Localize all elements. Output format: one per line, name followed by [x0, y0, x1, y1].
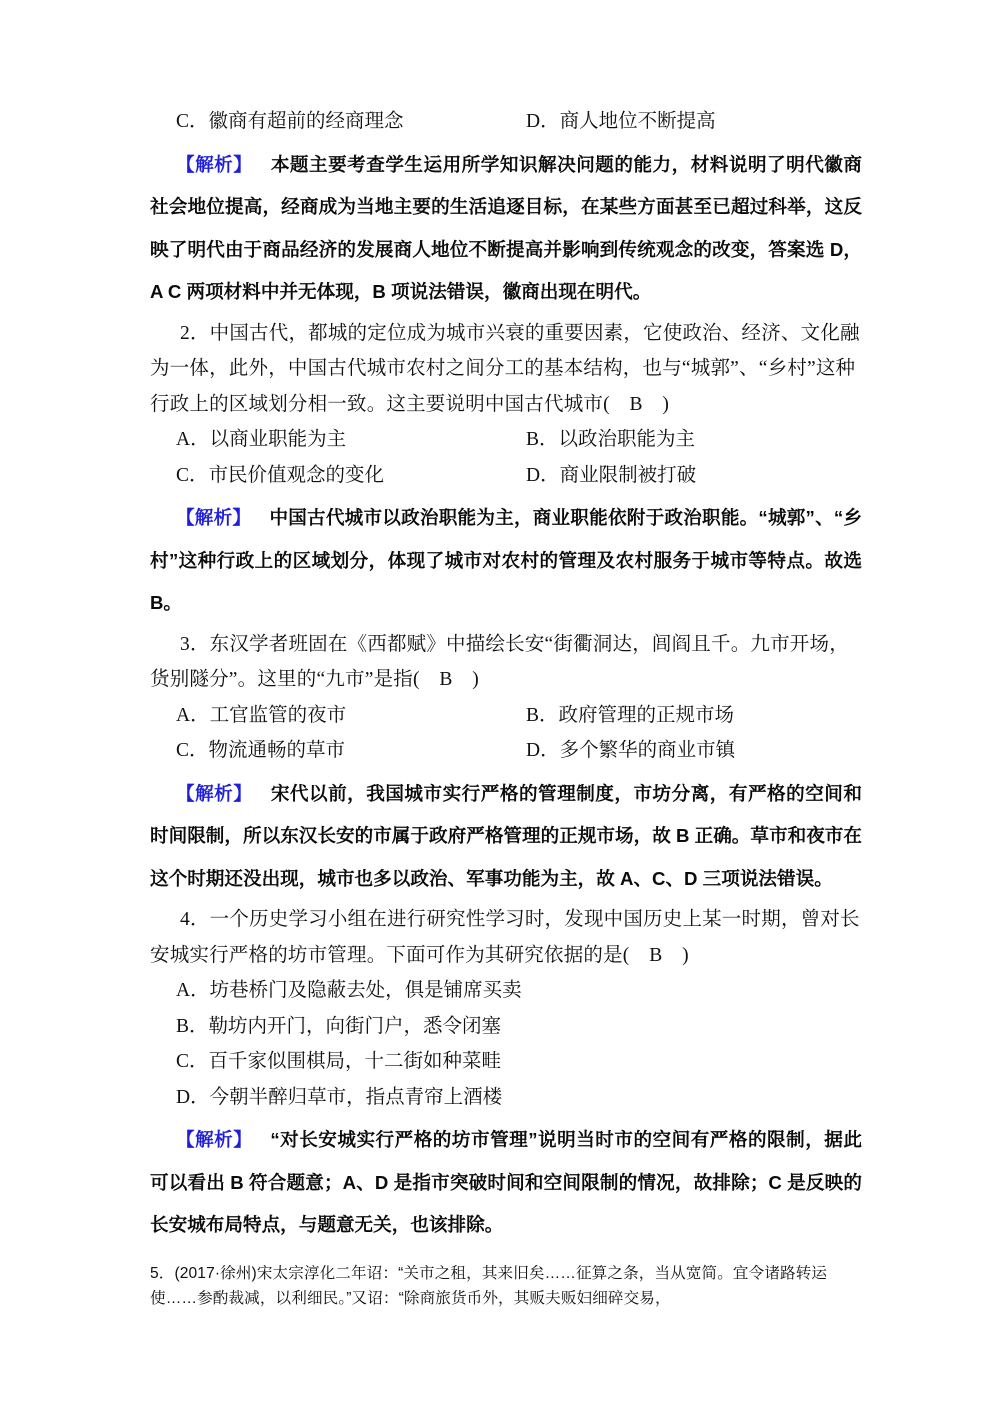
explanation-tag: 【解析】	[176, 153, 253, 175]
explanation-text: 宋代以前，我国城市实行严格的管理制度，市坊分离，有严格的空间和时间限制，所以东汉长安的市属于政府严格管理的正规市场，故 B 正确。草市和夜市在这个时期还没出现，城市也多以政治、军事功能为主，故 A、C、D 三项说法错误。	[150, 782, 862, 889]
question-2-explanation	[150, 497, 868, 625]
question-3-block	[150, 627, 862, 901]
question-1-options-row	[150, 104, 862, 140]
explanation-tag: 【解析】	[176, 782, 253, 804]
question-1-explanation	[150, 144, 862, 314]
question-2-block	[150, 316, 868, 625]
question-2-options-row-1	[150, 422, 862, 458]
option-a: A．工官监管的夜市	[176, 704, 347, 726]
question-2-stem: 2．中国古代，都城的定位成为城市兴衰的重要因素，它使政治、经济、文化融为一体，此外，中国古代城市农村之间分工的基本结构，也与“城郭”、“乡村”这种行政上的区域划分相一致。这主要说明中国古代城市( B )	[150, 322, 860, 415]
question-4-options-row-3	[150, 1044, 862, 1080]
question-3-options-row-2	[150, 733, 862, 769]
question-4-options-row-4	[150, 1080, 862, 1116]
option-d: D．多个繁华的商业市镇	[526, 740, 736, 761]
option-c: C．徽商有超前的经商理念	[176, 111, 404, 132]
page-content	[150, 104, 868, 1312]
option-b: B．以政治职能为主	[526, 429, 696, 450]
option-d: D．商业限制被打破	[526, 464, 697, 486]
explanation-text: 中国古代城市以政治职能为主，商业职能依附于政治职能。“城郭”、“乡村”这种行政上的区域划分，体现了城市对农村的管理及农村服务于城市等特点。故选 B。	[150, 507, 868, 613]
question-5-stem: 5．(2017·徐州)宋太宗淳化二年诏：“关市之租，其来旧矣……征算之条，当从宽简。宜令诸路转运使……参酌裁减，以利细民。”又诏：“除商旅货币外，其贩夫贩妇细碎交易，	[150, 1264, 828, 1307]
question-4-stem: 4．一个历史学习小组在进行研究性学习时，发现中国历史上某一时期，曾对长安城实行严格的坊市管理。下面可作为其研究依据的是( B )	[150, 909, 860, 966]
question-3-options-row-1	[150, 698, 862, 734]
question-4-options-row-1	[150, 973, 862, 1009]
option-b: B．政府管理的正规市场	[526, 704, 735, 726]
option-a: A．以商业职能为主	[176, 429, 347, 450]
option-b: B．勒坊内开门，向街门户，悉令闭塞	[176, 1015, 502, 1037]
question-3-explanation	[150, 773, 862, 901]
explanation-text: “对长安城实行严格的坊市管理”说明当时市的空间有严格的限制，据此可以看出 B 符合题意；A、D 是指市突破时间和空间限制的情况，故排除；C 是反映的长安城布局特点，与题意无关，也该排除。	[150, 1129, 862, 1235]
explanation-tag: 【解析】	[176, 1129, 253, 1150]
question-4-options-row-2	[150, 1009, 862, 1045]
explanation-tag: 【解析】	[176, 507, 252, 528]
question-4-block	[150, 902, 862, 1247]
question-3-stem: 3．东汉学者班固在《西都赋》中描绘长安“街衢洞达，闾阎且千。九市开场，货别隧分”。这里的“九市”是指( B )	[150, 633, 849, 690]
question-4-explanation	[150, 1119, 862, 1247]
option-d: D．商人地位不断提高	[526, 111, 716, 132]
question-2-options-row-2	[150, 458, 862, 494]
option-c: C．市民价值观念的变化	[176, 464, 385, 486]
explanation-text: 本题主要考查学生运用所学知识解决问题的能力，材料说明了明代徽商社会地位提高，经商成为当地主要的生活追逐目标，在某些方面甚至已超过科举，这反映了明代由于商品经济的发展商人地位不断提高并影响到传统观念的改变，答案选 D，A C 两项材料中并无体现，B 项说法错误，徽商出现在明代。	[150, 153, 862, 302]
option-c: C．百千家似围棋局，十二街如种菜畦	[176, 1051, 502, 1072]
option-d: D．今朝半醉归草市，指点青帘上酒楼	[176, 1086, 503, 1108]
option-c: C．物流通畅的草市	[176, 740, 346, 761]
option-a: A．坊巷桥门及隐蔽去处，俱是铺席买卖	[176, 980, 522, 1001]
